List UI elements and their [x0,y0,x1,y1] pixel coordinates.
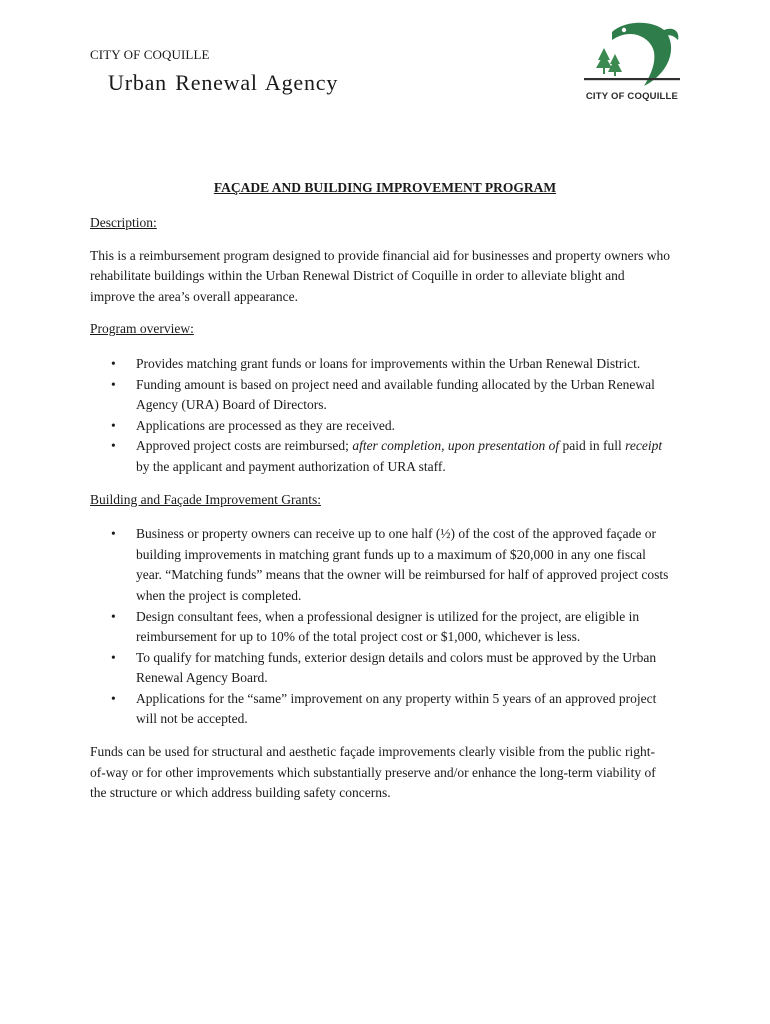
description-heading: Description: [90,215,157,230]
bullet-icon: • [111,526,116,542]
list-item: • Applications for the “same” improvement on any property within 5 years of an approved project will not be accepted. [111,690,657,727]
list-item: • Approved project costs are reimbursed; after completion, upon presentation of paid in full receipt by the applicant and payment authorization of URA staff. [111,438,663,474]
bullet-icon: • [111,690,116,706]
grants-heading: Building and Façade Improvement Grants: [90,491,321,507]
closing-paragraph: Funds can be used for structural and aesthetic façade improvements clearly visible from the public right-of-way or for other improvements which substantially preserve and/or enhance the long-term viability of the structure or which address building safety concerns. [90,744,656,801]
logo-text: CITY OF COQUILLE [585,91,679,102]
list-item: • Design consultant fees, when a professional designer is utilized for the project, are eligible in reimbursement for up to 10% of the total project cost or $1,000, whichever is less. [111,608,640,645]
grants-list [90,524,670,730]
bullet-icon: • [111,608,116,624]
bullet-icon: • [111,438,116,454]
overview-heading: Program overview: [90,321,194,337]
list-item: • Applications are processed as they are received. [90,416,670,437]
bullet-icon: • [111,649,116,665]
list-item: • To qualify for matching funds, exterior design details and colors must be approved by the Urban Renewal Agency Board. [111,649,657,686]
document-body [90,213,670,804]
bullet-icon: • [111,376,116,392]
city-header: CITY OF COQUILLE [90,47,210,62]
agency-title: Urban Renewal Agency [108,70,339,95]
overview-list [90,354,670,478]
list-item: • Provides matching grant funds or loans for improvements within the Urban Renewal District. [90,354,670,375]
description-text: This is a reimbursement program designed to provide financial aid for businesses and property owners who rehabilitate buildings within the Urban Renewal District of Coquille in order to alleviate blight and improve the area’s overall appearance. [90,247,670,304]
list-item: • Business or property owners can receive up to one half (½) of the cost of the approved façade or building improvements in matching grant funds up to a maximum of $20,000 in any one fiscal year. “Matching funds” means that the owner will be reimbursed for half of approved project costs when the project is completed. [111,526,669,603]
bullet-icon: • [111,417,116,433]
document-title: FAÇADE AND BUILDING IMPROVEMENT PROGRAM [213,180,557,195]
bullet-icon: • [111,355,116,371]
list-item: • Funding amount is based on project need and available funding allocated by the Urban Renewal Agency (URA) Board of Directors. [111,376,655,413]
